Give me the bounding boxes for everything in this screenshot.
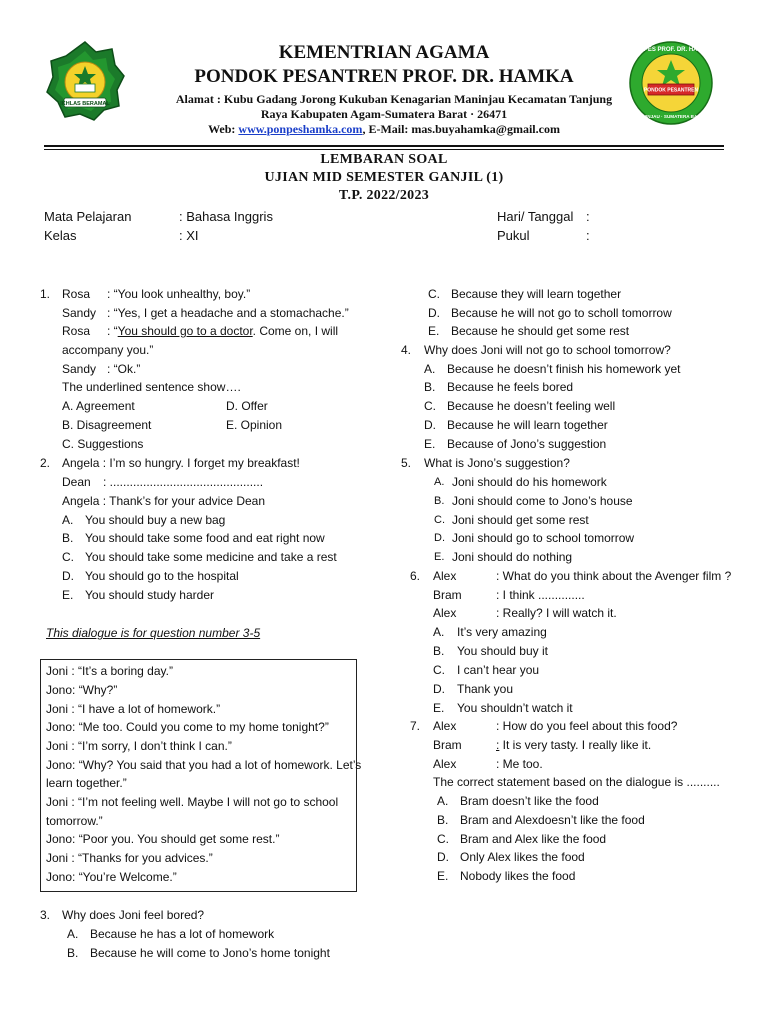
q3-stem: Why does Joni feel bored? xyxy=(62,908,205,922)
q5-stem: What is Jono’s suggestion? xyxy=(424,456,570,470)
q4-option-d: Because he will learn together xyxy=(447,418,608,432)
q6-option-a-letter: A. xyxy=(433,625,445,639)
q1-line-3 xyxy=(107,322,338,341)
q6-speaker-alex-2: Alex xyxy=(433,606,457,620)
q6-option-a: It’s very amazing xyxy=(457,625,547,639)
q1-option-c: C. Suggestions xyxy=(62,437,144,451)
q5-option-e-letter: E. xyxy=(434,551,445,563)
dialogue-line: Joni : “I have a lot of homework.” xyxy=(46,702,221,716)
class-value: : XI xyxy=(179,228,199,243)
q4-option-b: Because he feels bored xyxy=(447,380,574,394)
q7-option-b-letter: B. xyxy=(437,813,449,827)
q1-stem: The underlined sentence show…. xyxy=(62,380,241,394)
q4-option-b-letter: B. xyxy=(424,380,436,394)
q3-option-b-letter: B. xyxy=(67,946,79,960)
q2-option-e-letter: E. xyxy=(62,588,74,602)
q3-option-d-letter: D. xyxy=(428,306,440,320)
time-value: : xyxy=(586,228,590,243)
q1-line-2: : “Yes, I get a headache and a stomachache.” xyxy=(107,306,349,320)
q7-option-a-letter: A. xyxy=(437,794,449,808)
email-text: , E-Mail: mas.buyahamka@gmail.com xyxy=(362,122,560,136)
q7-option-a: Bram doesn’t like the food xyxy=(460,794,599,808)
dialogue-box xyxy=(40,659,362,892)
q3-option-c-letter: C. xyxy=(428,287,440,301)
q7-option-d-letter: D. xyxy=(437,850,449,864)
q6-speaker-alex: Alex xyxy=(433,569,457,583)
q1-line-3-prefix: : “ xyxy=(107,324,118,338)
website-link[interactable]: www.ponpeshamka.com xyxy=(238,122,363,136)
q4-option-a-letter: A. xyxy=(424,362,436,376)
q5-option-d: Joni should go to school tomorrow xyxy=(452,531,635,545)
q1-line-3-cont: accompany you.” xyxy=(62,343,154,357)
q2-option-a-letter: A. xyxy=(62,513,74,527)
q1-line-4: : “Ok.” xyxy=(107,362,141,376)
q1-option-d: D. Offer xyxy=(226,399,268,413)
web-label: Web: xyxy=(208,122,239,136)
q1-underlined-sentence: You should go to a doctor xyxy=(117,324,253,338)
q3-option-c: Because they will learn together xyxy=(451,287,622,301)
q6-option-e-letter: E. xyxy=(433,701,445,715)
dialogue-line: Jono: “Why?” xyxy=(46,683,118,697)
right-logo-bottom-text: MANINJAU · SUMATERA BARAT xyxy=(635,114,707,119)
q1-speaker-sandy-2: Sandy xyxy=(62,362,97,376)
q7-option-c-letter: C. xyxy=(437,832,449,846)
dialogue-line: Joni : “Thanks for you advices.” xyxy=(46,851,213,865)
q7-stem: The correct statement based on the dialogue is .......... xyxy=(433,775,720,789)
dialogue-line: Joni : “It’s a boring day.” xyxy=(46,664,173,678)
dialogue-line: learn together.” xyxy=(46,776,127,790)
header-rule-thin xyxy=(44,149,724,150)
q5-option-a-letter: A. xyxy=(434,476,445,488)
q5-option-d-letter: D. xyxy=(434,532,445,544)
class-label: Kelas xyxy=(44,228,77,243)
day-value: : xyxy=(586,209,590,224)
q5-option-b-letter: B. xyxy=(434,495,445,507)
q3-option-e-letter: E. xyxy=(428,324,440,338)
q2-line-1: Angela : I’m so hungry. I forget my breakfast! xyxy=(62,456,300,470)
q7-speaker-alex-2: Alex xyxy=(433,757,457,771)
dialogue-note: This dialogue is for question number 3-5 xyxy=(46,626,261,640)
q2-option-b-letter: B. xyxy=(62,531,74,545)
q6-option-c-letter: C. xyxy=(433,663,445,677)
q6-option-d: Thank you xyxy=(457,682,514,696)
q2-option-e: You should study harder xyxy=(85,588,214,602)
q2-option-c-letter: C. xyxy=(62,550,74,564)
q1-option-a: A. Agreement xyxy=(62,399,135,413)
q1-option-b: B. Disagreement xyxy=(62,418,152,432)
q6-option-b: You should buy it xyxy=(457,644,548,658)
q4-stem: Why does Joni will not go to school tomorrow? xyxy=(424,343,671,357)
q2-option-b: You should take some food and eat right now xyxy=(85,531,325,545)
q7-option-c: Bram and Alex like the food xyxy=(460,832,607,846)
q4-option-e: Because of Jono’s suggestion xyxy=(447,437,607,451)
q3-number: 3. xyxy=(40,908,51,922)
q6-line-3: : Really? I will watch it. xyxy=(496,606,617,620)
left-logo-text: IKHLAS BERAMAL xyxy=(60,101,110,107)
q2-number: 2. xyxy=(40,456,51,470)
q2-speaker-dean: Dean xyxy=(62,475,91,489)
header-rule-thick xyxy=(44,145,724,147)
q4-option-c: Because he doesn’t feeling well xyxy=(447,399,616,413)
time-label: Pukul xyxy=(497,228,530,243)
q7-option-d: Only Alex likes the food xyxy=(460,850,585,864)
header-line1: KEMENTRIAN AGAMA xyxy=(278,42,490,63)
sheet-title-1: LEMBARAN SOAL xyxy=(320,152,448,167)
sheet-title-3: T.P. 2022/2023 xyxy=(338,188,430,203)
q6-speaker-bram: Bram xyxy=(433,588,462,602)
right-logo-text: PONPES PROF. DR. HAMKA xyxy=(630,47,712,53)
q5-option-e: Joni should do nothing xyxy=(452,550,573,564)
subject-label: Mata Pelajaran xyxy=(44,209,132,224)
q7-option-b: Bram and Alexdoesn’t like the food xyxy=(460,813,645,827)
q2-option-d: You should go to the hospital xyxy=(85,569,239,583)
dialogue-line: Jono: “You’re Welcome.” xyxy=(46,870,177,884)
q2-line-2: : .............................................. xyxy=(103,475,264,489)
q1-option-e: E. Opinion xyxy=(226,418,283,432)
dialogue-line: Jono: “Poor you. You should get some rest.” xyxy=(46,832,280,846)
q6-line-2: : I think .............. xyxy=(496,588,585,602)
q2-option-c: You should take some medicine and take a rest xyxy=(85,550,337,564)
dialogue-line: Jono: “Me too. Could you come to my home tonight?” xyxy=(46,720,329,734)
q5-option-c: Joni should get some rest xyxy=(452,513,589,527)
q5-option-b: Joni should come to Jono’s house xyxy=(452,494,633,508)
q3-option-d: Because he will not go to scholl tomorrow xyxy=(451,306,672,320)
q7-line-1: : How do you feel about this food? xyxy=(496,719,678,733)
q7-number: 7. xyxy=(410,719,421,733)
q2-line-3: Angela : Thank’s for your advice Dean xyxy=(62,494,266,508)
dialogue-line: Joni : “I’m sorry, I don’t think I can.” xyxy=(46,739,232,753)
q7-line-2-text: It is very tasty. I really like it. xyxy=(499,738,652,752)
q7-line-2 xyxy=(496,736,651,755)
q7-option-e: Nobody likes the food xyxy=(460,869,576,883)
q4-option-c-letter: C. xyxy=(424,399,436,413)
q4-option-a: Because he doesn’t finish his homework yet xyxy=(447,362,681,376)
subject-value: : Bahasa Inggris xyxy=(179,209,273,224)
dialogue-line: Joni : “I’m not feeling well. Maybe I will not go to school xyxy=(46,795,339,809)
ponpes-hamka-logo xyxy=(628,40,714,126)
q6-option-d-letter: D. xyxy=(433,682,445,696)
q5-number: 5. xyxy=(401,456,412,470)
q6-option-e: You shouldn’t watch it xyxy=(457,701,573,715)
q7-line-3: : Me too. xyxy=(496,757,543,771)
dialogue-line: tomorrow.” xyxy=(46,814,103,828)
q1-line-3-rest: . Come on, I will xyxy=(252,324,339,338)
sheet-title-2: UJIAN MID SEMESTER GANJIL (1) xyxy=(264,170,504,185)
q2-option-d-letter: D. xyxy=(62,569,74,583)
q3-option-a-letter: A. xyxy=(67,927,79,941)
q3-option-b: Because he will come to Jono’s home tonight xyxy=(90,946,330,960)
q4-option-e-letter: E. xyxy=(424,437,436,451)
q7-option-e-letter: E. xyxy=(437,869,449,883)
dialogue-line: Jono: “Why? You said that you had a lot of homework. Let’s xyxy=(46,758,362,772)
q7-speaker-bram: Bram xyxy=(433,738,462,752)
q3-option-a: Because he has a lot of homework xyxy=(90,927,275,941)
q6-option-c: I can’t hear you xyxy=(457,663,540,677)
q1-speaker-sandy: Sandy xyxy=(62,306,97,320)
q6-line-1: : What do you think about the Avenger film ? xyxy=(496,569,732,583)
q1-speaker-rosa-2: Rosa xyxy=(62,324,91,338)
q4-option-d-letter: D. xyxy=(424,418,436,432)
q1-speaker-rosa: Rosa xyxy=(62,287,91,301)
header-line2: PONDOK PESANTREN PROF. DR. HAMKA xyxy=(194,66,574,87)
q6-option-b-letter: B. xyxy=(433,644,445,658)
q7-speaker-alex: Alex xyxy=(433,719,457,733)
header-address2: Raya Kabupaten Agam-Sumatera Barat · 26471 xyxy=(260,107,508,121)
q7-line-2-colon: : xyxy=(496,738,500,752)
q4-number: 4. xyxy=(401,343,412,357)
q2-option-a: You should buy a new bag xyxy=(85,513,226,527)
header-address1: Alamat : Kubu Gadang Jorong Kukuban Kenagarian Maninjau Kecamatan Tanjung xyxy=(175,92,613,106)
right-logo-banner: PONDOK PESANTREN xyxy=(643,87,699,94)
day-label: Hari/ Tanggal xyxy=(497,209,574,224)
q6-number: 6. xyxy=(410,569,421,583)
q5-option-a: Joni should do his homework xyxy=(452,475,607,489)
q3-option-e: Because he should get some rest xyxy=(451,324,630,338)
q5-option-c-letter: C. xyxy=(434,514,445,526)
q1-number: 1. xyxy=(40,287,51,301)
q1-line-1: : “You look unhealthy, boy.” xyxy=(107,287,251,301)
